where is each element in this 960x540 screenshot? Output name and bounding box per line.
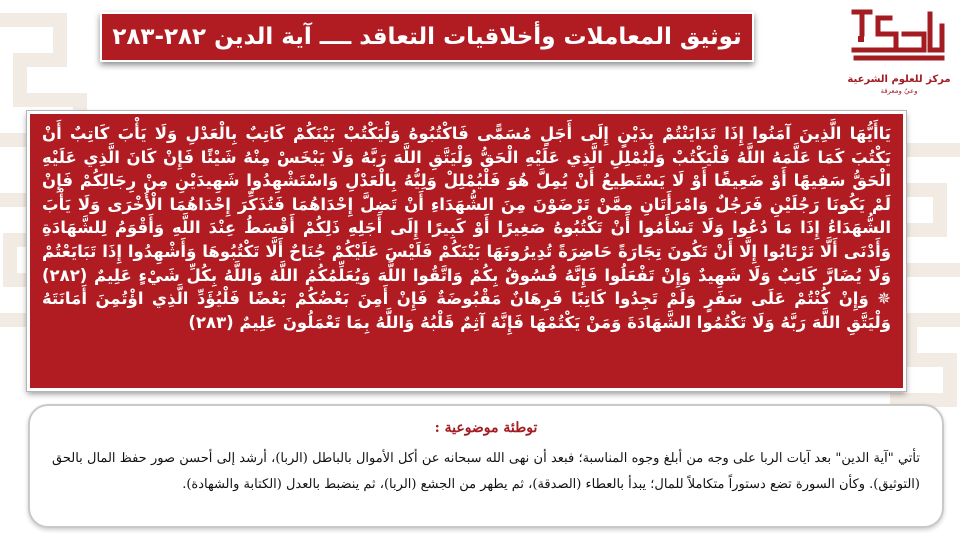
- note-heading: توطئة موضوعية :: [434, 420, 538, 436]
- logo-name: مركز للعلوم الشرعية: [847, 74, 951, 85]
- note-body: تأتي "آية الدين" بعد آيات الربا على وجه من أبلغ وجوه المناسبة؛ فبعد أن نهى الله سبحانه عن أكل الأموال بالباطل (الربا)، أرشد إلى أحسن صور حفظ المال بالحق (التوثيق). وكأن السورة تضع دستوراً متكاملاً للمال؛ يبدأ بالعطاء (الصدقة)، ثم يطهر من الجشع (الربا)، ثم ينضبط بالعدل (الكتابة والشهادة).: [52, 451, 920, 492]
- verse-text-box: يَاأَيُّهَا الَّذِينَ آمَنُوا إِذَا تَدَايَنْتُمْ بِدَيْنٍ إِلَى أَجَلٍ مُسَمًّى فَاكْتُبُوهُ وَلْيَكْتُبْ بَيْنَكُمْ كَاتِبٌ بِالْعَدْلِ وَلَا يَأْبَ كَاتِبٌ أَنْ يَكْتُبَ كَمَا عَلَّمَهُ اللَّهُ فَلْيَكْتُبْ وَلْيُمْلِلِ الَّذِي عَلَيْهِ الْحَقُّ وَلْيَتَّقِ اللَّهَ رَبَّهُ وَلَا يَبْخَسْ مِنْهُ شَيْئًا فَإِنْ كَانَ الَّذِي عَلَيْهِ الْحَقُّ سَفِيهًا أَوْ ضَعِيفًا أَوْ لَا يَسْتَطِيعُ أَنْ يُمِلَّ هُوَ فَلْيُمْلِلْ وَلِيُّهُ بِالْعَدْلِ وَاسْتَشْهِدُوا شَهِيدَيْنِ مِنْ رِجَالِكُمْ فَإِنْ لَمْ يَكُونَا رَجُلَيْنِ فَرَجُلٌ وَامْرَأَتَانِ مِمَّنْ تَرْضَوْنَ مِنَ الشُّهَدَاءِ أَنْ تَضِلَّ إِحْدَاهُمَا فَتُذَكِّرَ إِحْدَاهُمَا الْأُخْرَى وَلَا يَأْبَ الشُّهَدَاءُ إِذَا مَا دُعُوا وَلَا تَسْأَمُوا أَنْ تَكْتُبُوهُ صَغِيرًا أَوْ كَبِيرًا إِلَى أَجَلِهِ ذَلِكُمْ أَقْسَطُ عِنْدَ اللَّهِ وَأَقْوَمُ لِلشَّهَادَةِ وَأَدْنَى أَلَّا تَرْتَابُوا إِلَّا أَنْ تَكُونَ تِجَارَةً حَاضِرَةً تُدِيرُونَهَا بَيْنَكُمْ فَلَيْسَ عَلَيْكُمْ جُنَاحٌ أَلَّا تَكْتُبُوهَا وَأَشْهِدُوا إِذَا تَبَايَعْتُمْ وَلَا يُضَارَّ كَاتِبٌ وَلَا شَهِيدٌ وَإِنْ تَفْعَلُوا فَإِنَّهُ فُسُوقٌ بِكُمْ وَاتَّقُوا اللَّهَ وَيُعَلِّمُكُمُ اللَّهُ وَاللَّهُ بِكُلِّ شَيْءٍ عَلِيمٌ (٢٨٢) ✵ وَإِنْ كُنْتُمْ عَلَى سَفَرٍ وَلَمْ تَجِدُوا كَاتِبًا فَرِهَانٌ مَقْبُوضَةٌ فَإِنْ أَمِنَ بَعْضُكُمْ بَعْضًا فَلْيُؤَدِّ الَّذِي اؤْتُمِنَ أَمَانَتَهُ وَلْيَتَّقِ اللَّهَ رَبَّهُ وَلَا تَكْتُمُوا الشَّهَادَةَ وَمَنْ يَكْتُمْهَا فَإِنَّهُ آثِمٌ قَلْبُهُ وَاللَّهُ بِمَا تَعْمَلُونَ عَلِيمٌ (٢٨٣): [27, 111, 906, 391]
- ihkam-logo-icon: [838, 6, 960, 74]
- logo: [838, 6, 960, 98]
- logo-tagline: وعيٌ ومعرفة: [880, 87, 918, 95]
- note-box: [28, 404, 944, 528]
- page-title: توثيق المعاملات وأخلاقيات التعاقد ــــ آية الدين ٢٨٢-٢٨٣: [100, 12, 754, 62]
